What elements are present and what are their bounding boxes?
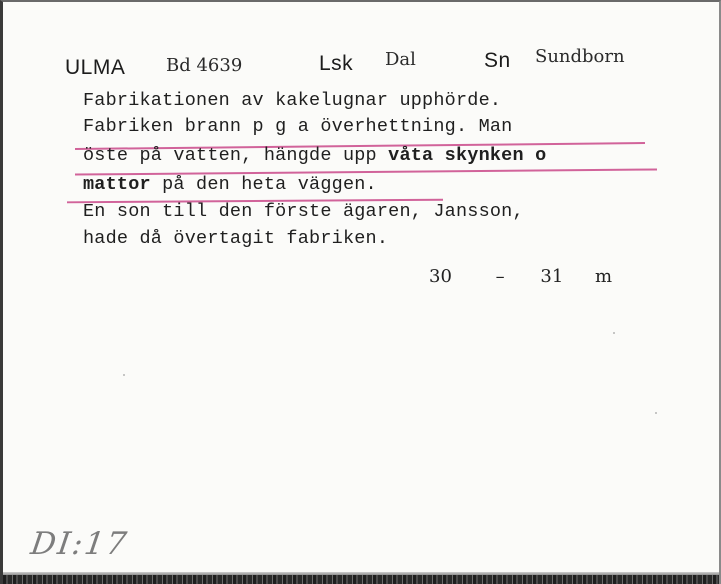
body-line-3: [83, 145, 546, 166]
body-line-2: Fabriken brann p g a överhettning. Man: [83, 116, 513, 137]
card-bottom-edge: [3, 575, 719, 584]
body-line-3-bold: våta skynken o: [388, 145, 547, 166]
page-dash: –: [495, 266, 505, 287]
body-line-4: [83, 174, 377, 195]
signum-pencil: DI:17: [28, 526, 131, 562]
body-line-5: En son till den förste ägaren, Jansson,: [83, 201, 524, 222]
sn-label: Sn: [484, 49, 511, 72]
lsk-label: Lsk: [319, 52, 354, 75]
body-line-6: hade då övertagit fabriken.: [83, 228, 389, 249]
sn-value: Sundborn: [535, 46, 625, 67]
paper-speck: [613, 332, 615, 334]
body-line-4-rest: på den heta väggen.: [150, 174, 377, 195]
page-range: [429, 266, 612, 287]
page-from: 30: [429, 266, 452, 287]
page-unit: m: [595, 266, 613, 287]
bd-number: Bd 4639: [166, 55, 243, 76]
paper-speck: [123, 374, 125, 376]
page-to: 31: [540, 266, 564, 287]
lsk-value: Dal: [385, 49, 416, 70]
body-line-3-start: öste på vatten, hängde upp: [83, 145, 389, 166]
body-line-4-bold: mattor: [83, 174, 151, 195]
paper-speck: [655, 412, 657, 414]
body-line-1: Fabrikationen av kakelugnar upphörde.: [83, 90, 502, 111]
ulma-label: ULMA: [65, 56, 126, 79]
